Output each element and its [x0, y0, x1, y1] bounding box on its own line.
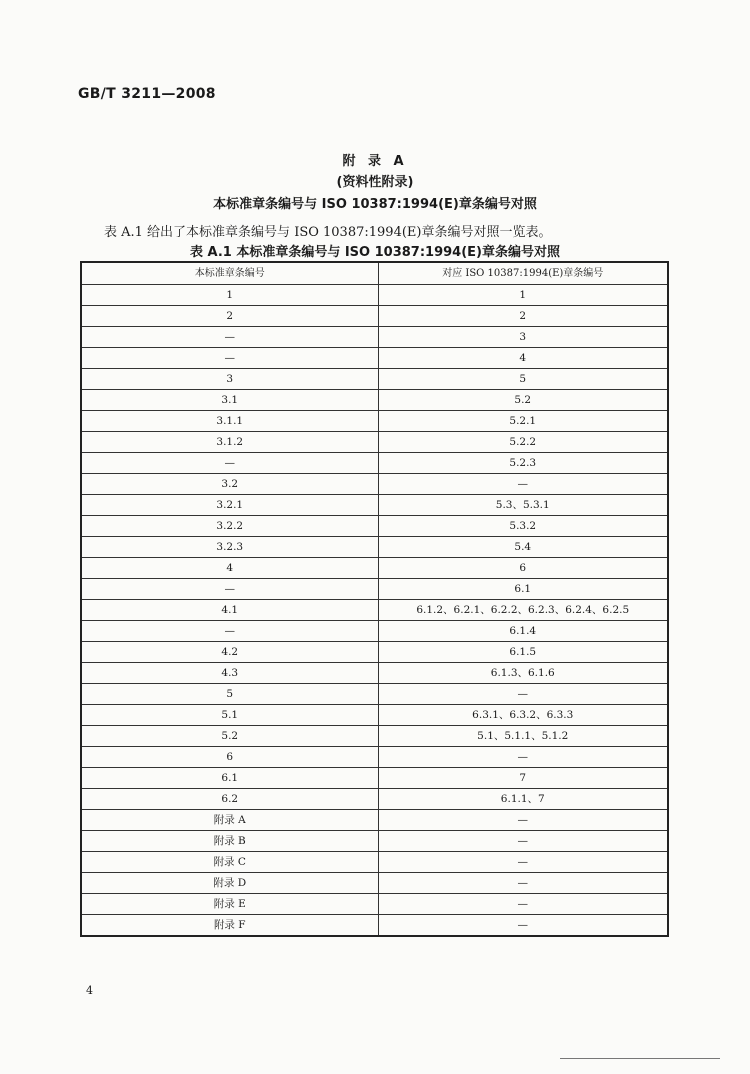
iso-clause-cell: 6.3.1、6.3.2、6.3.3: [378, 705, 668, 726]
standard-clause-cell: 5.2: [81, 726, 378, 747]
table-row: [81, 327, 668, 348]
iso-clause-cell: —: [378, 873, 668, 894]
standard-code: GB/T 3211—2008: [78, 86, 216, 102]
table-row: [81, 726, 668, 747]
iso-clause-cell: 5.4: [378, 537, 668, 558]
page-number: 4: [86, 984, 93, 997]
standard-clause-cell: 附录 D: [81, 873, 378, 894]
intro-paragraph: 表 A.1 给出了本标准章条编号与 ISO 10387:1994(E)章条编号对照一览表。: [104, 225, 552, 240]
standard-clause-cell: 3.2.2: [81, 516, 378, 537]
table-row: [81, 306, 668, 327]
standard-clause-cell: —: [81, 621, 378, 642]
standard-clause-cell: 3.1.1: [81, 411, 378, 432]
iso-clause-cell: 5: [378, 369, 668, 390]
table-row: [81, 852, 668, 873]
iso-clause-cell: 4: [378, 348, 668, 369]
table-row: [81, 663, 668, 684]
standard-clause-cell: 6.1: [81, 768, 378, 789]
table-row: [81, 600, 668, 621]
standard-clause-cell: 附录 F: [81, 915, 378, 937]
table-row: [81, 747, 668, 768]
table-row: [81, 285, 668, 306]
table-row: [81, 873, 668, 894]
standard-clause-cell: —: [81, 579, 378, 600]
appendix-heading: 本标准章条编号与 ISO 10387:1994(E)章条编号对照: [213, 197, 537, 212]
standard-clause-cell: 3.2.1: [81, 495, 378, 516]
table-row: [81, 642, 668, 663]
standard-clause-cell: 6.2: [81, 789, 378, 810]
table-row: [81, 537, 668, 558]
comparison-table: [80, 261, 669, 937]
appendix-title: 附 录 A: [342, 154, 408, 169]
iso-clause-cell: 5.2.3: [378, 453, 668, 474]
table-row: [81, 579, 668, 600]
table-row: [81, 558, 668, 579]
table-row: [81, 369, 668, 390]
table-row: [81, 789, 668, 810]
standard-clause-cell: 2: [81, 306, 378, 327]
table-row: [81, 810, 668, 831]
standard-clause-cell: 附录 E: [81, 894, 378, 915]
table-caption: 表 A.1 本标准章条编号与 ISO 10387:1994(E)章条编号对照: [189, 245, 560, 260]
iso-clause-cell: 5.2: [378, 390, 668, 411]
table-row: [81, 768, 668, 789]
standard-clause-cell: —: [81, 327, 378, 348]
iso-clause-cell: —: [378, 894, 668, 915]
standard-clause-cell: 1: [81, 285, 378, 306]
standard-clause-cell: 3.2.3: [81, 537, 378, 558]
iso-clause-cell: —: [378, 915, 668, 937]
column-header: 对应 ISO 10387:1994(E)章条编号: [378, 262, 668, 285]
standard-clause-cell: 3.2: [81, 474, 378, 495]
iso-clause-cell: 3: [378, 327, 668, 348]
table-row: [81, 915, 668, 937]
table-row: [81, 894, 668, 915]
table-row: [81, 474, 668, 495]
iso-clause-cell: —: [378, 474, 668, 495]
column-header: 本标准章条编号: [81, 262, 378, 285]
iso-clause-cell: 5.3、5.3.1: [378, 495, 668, 516]
table-row: [81, 684, 668, 705]
iso-clause-cell: —: [378, 810, 668, 831]
standard-clause-cell: 附录 A: [81, 810, 378, 831]
iso-clause-cell: 2: [378, 306, 668, 327]
scan-artifact-line: [560, 1058, 720, 1059]
table-row: [81, 348, 668, 369]
standard-clause-cell: 5: [81, 684, 378, 705]
standard-clause-cell: 附录 C: [81, 852, 378, 873]
standard-clause-cell: 3.1.2: [81, 432, 378, 453]
iso-clause-cell: 6: [378, 558, 668, 579]
standard-clause-cell: 4.1: [81, 600, 378, 621]
iso-clause-cell: 5.2.2: [378, 432, 668, 453]
iso-clause-cell: 6.1.2、6.2.1、6.2.2、6.2.3、6.2.4、6.2.5: [378, 600, 668, 621]
table-row: [81, 432, 668, 453]
iso-clause-cell: 1: [378, 285, 668, 306]
iso-clause-cell: 5.1、5.1.1、5.1.2: [378, 726, 668, 747]
standard-clause-cell: 4.3: [81, 663, 378, 684]
standard-clause-cell: 3: [81, 369, 378, 390]
table-body: [81, 285, 668, 937]
iso-clause-cell: 6.1.3、6.1.6: [378, 663, 668, 684]
table-header-row: [81, 262, 668, 285]
appendix-subtitle: (资料性附录): [336, 175, 414, 190]
table-row: [81, 390, 668, 411]
table-row: [81, 453, 668, 474]
standard-clause-cell: 5.1: [81, 705, 378, 726]
iso-clause-cell: —: [378, 747, 668, 768]
iso-clause-cell: 6.1.5: [378, 642, 668, 663]
standard-clause-cell: —: [81, 453, 378, 474]
standard-clause-cell: 附录 B: [81, 831, 378, 852]
iso-clause-cell: —: [378, 831, 668, 852]
standard-clause-cell: 6: [81, 747, 378, 768]
iso-clause-cell: —: [378, 852, 668, 873]
table-row: [81, 621, 668, 642]
table-row: [81, 516, 668, 537]
iso-clause-cell: 6.1: [378, 579, 668, 600]
table-row: [81, 831, 668, 852]
standard-clause-cell: 4.2: [81, 642, 378, 663]
iso-clause-cell: 5.3.2: [378, 516, 668, 537]
standard-clause-cell: 3.1: [81, 390, 378, 411]
iso-clause-cell: 5.2.1: [378, 411, 668, 432]
iso-clause-cell: —: [378, 684, 668, 705]
iso-clause-cell: 7: [378, 768, 668, 789]
standard-clause-cell: 4: [81, 558, 378, 579]
iso-clause-cell: 6.1.4: [378, 621, 668, 642]
table-row: [81, 705, 668, 726]
iso-clause-cell: 6.1.1、7: [378, 789, 668, 810]
table-row: [81, 495, 668, 516]
table-row: [81, 411, 668, 432]
standard-clause-cell: —: [81, 348, 378, 369]
